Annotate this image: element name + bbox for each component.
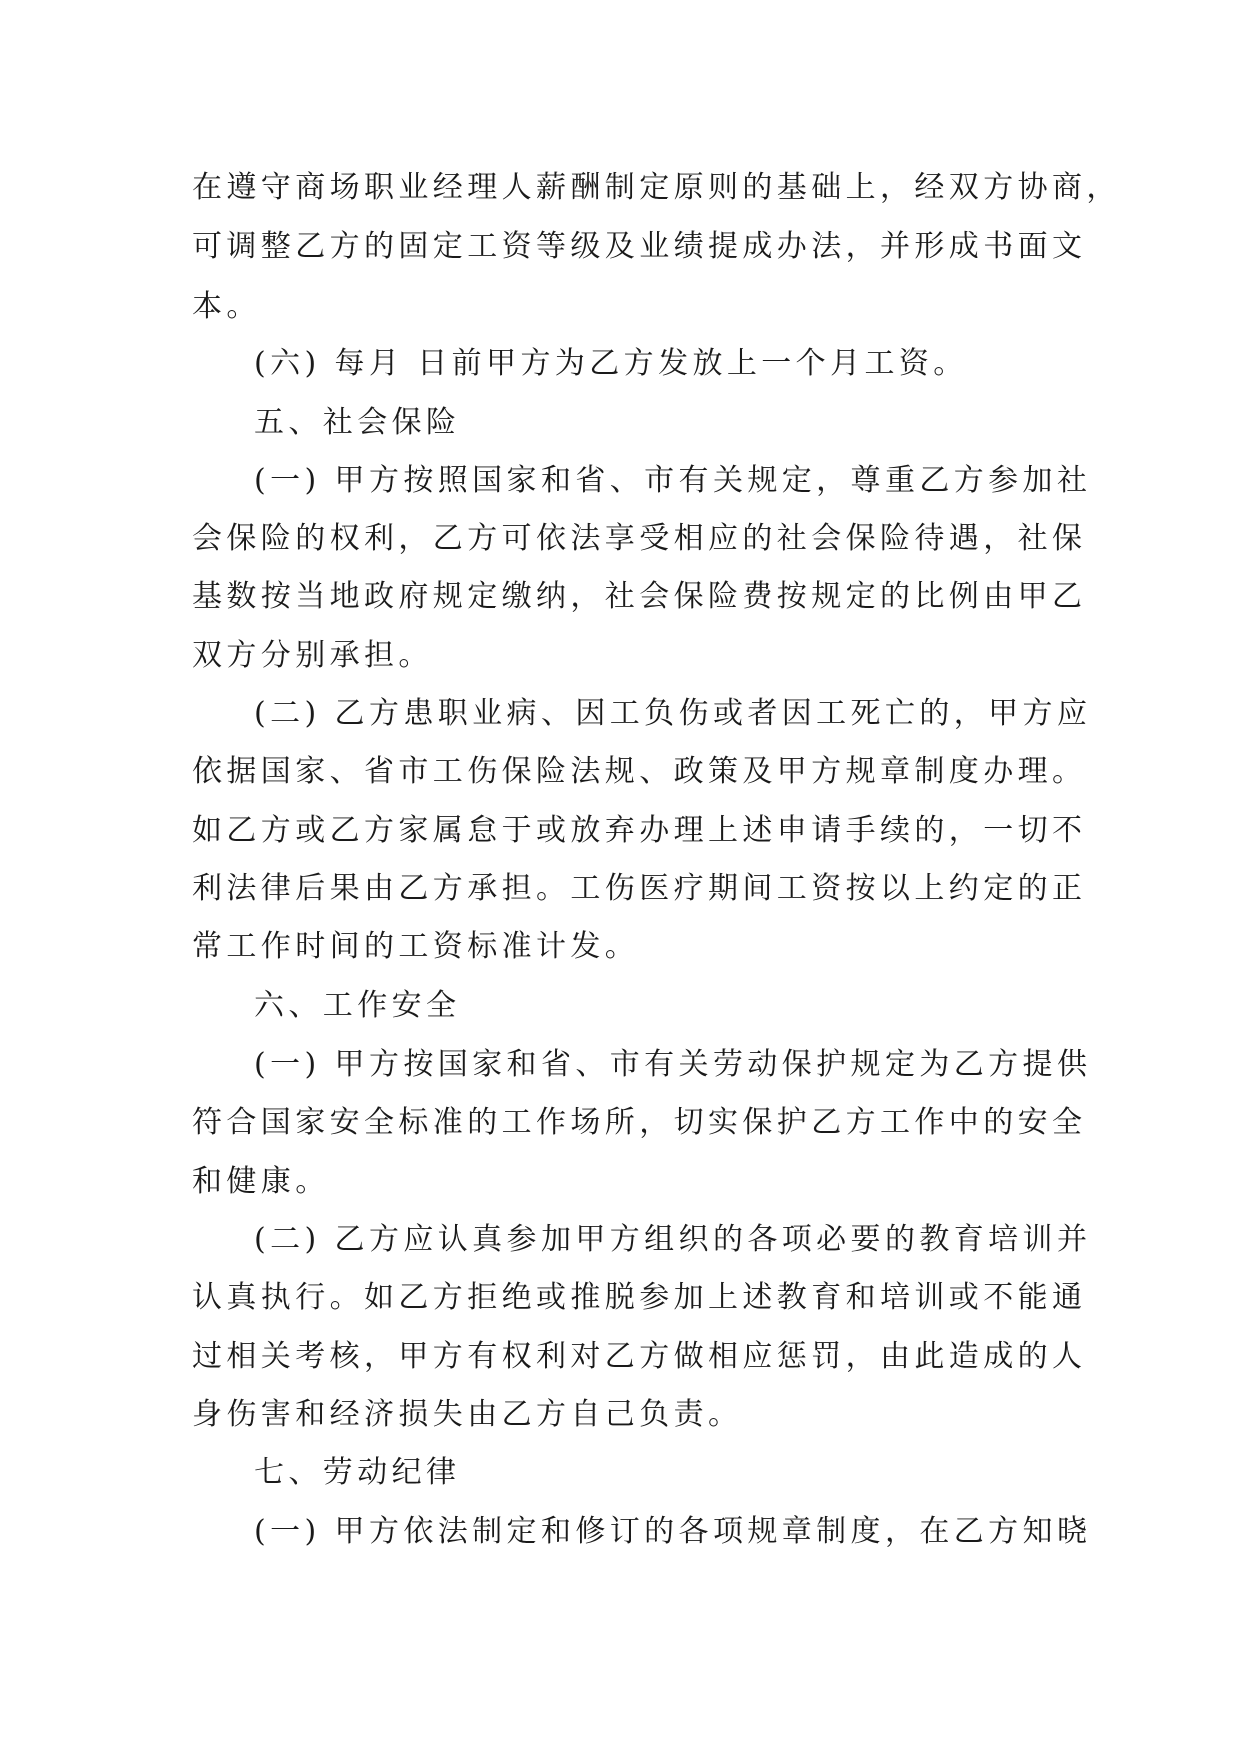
paragraph-line: 本。 xyxy=(192,289,261,324)
paragraph-line: 认真执行。如乙方拒绝或推脱参加上述教育和培训或不能通 xyxy=(192,1280,1087,1315)
paragraph-line: 双方分别承担。 xyxy=(192,638,433,673)
paragraph-line: 符合国家安全标准的工作场所，切实保护乙方工作中的安全 xyxy=(192,1105,1087,1140)
paragraph-line: 常工作时间的工资标准计发。 xyxy=(192,929,640,964)
section-heading: 七、劳动纪律 xyxy=(254,1455,461,1490)
paragraph-line: 利法律后果由乙方承担。工伤医疗期间工资按以上约定的正 xyxy=(192,871,1087,906)
paragraph-line: 过相关考核，甲方有权利对乙方做相应惩罚，由此造成的人 xyxy=(192,1339,1087,1374)
paragraph-line: 基数按当地政府规定缴纳，社会保险费按规定的比例由甲乙 xyxy=(192,579,1087,614)
clause-line: (一) 甲方按国家和省、市有关劳动保护规定为乙方提供 xyxy=(254,1047,1092,1082)
paragraph-line: 和健康。 xyxy=(192,1164,330,1199)
section-heading: 六、工作安全 xyxy=(254,988,461,1023)
clause-line: (六) 每月 日前甲方为乙方发放上一个月工资。 xyxy=(254,346,968,381)
clause-line: (二) 乙方应认真参加甲方组织的各项必要的教育培训并 xyxy=(254,1222,1092,1257)
clause-line: (一) 甲方按照国家和省、市有关规定，尊重乙方参加社 xyxy=(254,463,1092,498)
paragraph-line: 在遵守商场职业经理人薪酬制定原则的基础上，经双方协商， xyxy=(192,170,1121,205)
paragraph-line: 依据国家、省市工伤保险法规、政策及甲方规章制度办理。 xyxy=(192,754,1087,789)
section-heading: 五、社会保险 xyxy=(254,405,461,440)
paragraph-line: 如乙方或乙方家属怠于或放弃办理上述申请手续的，一切不 xyxy=(192,813,1087,848)
paragraph-line: 可调整乙方的固定工资等级及业绩提成办法，并形成书面文 xyxy=(192,229,1087,264)
clause-line: (一) 甲方依法制定和修订的各项规章制度，在乙方知晓 xyxy=(254,1514,1092,1549)
clause-line: (二) 乙方患职业病、因工负伤或者因工死亡的，甲方应 xyxy=(254,696,1092,731)
paragraph-line: 会保险的权利，乙方可依法享受相应的社会保险待遇，社保 xyxy=(192,521,1087,556)
paragraph-line: 身伤害和经济损失由乙方自己负责。 xyxy=(192,1397,743,1432)
